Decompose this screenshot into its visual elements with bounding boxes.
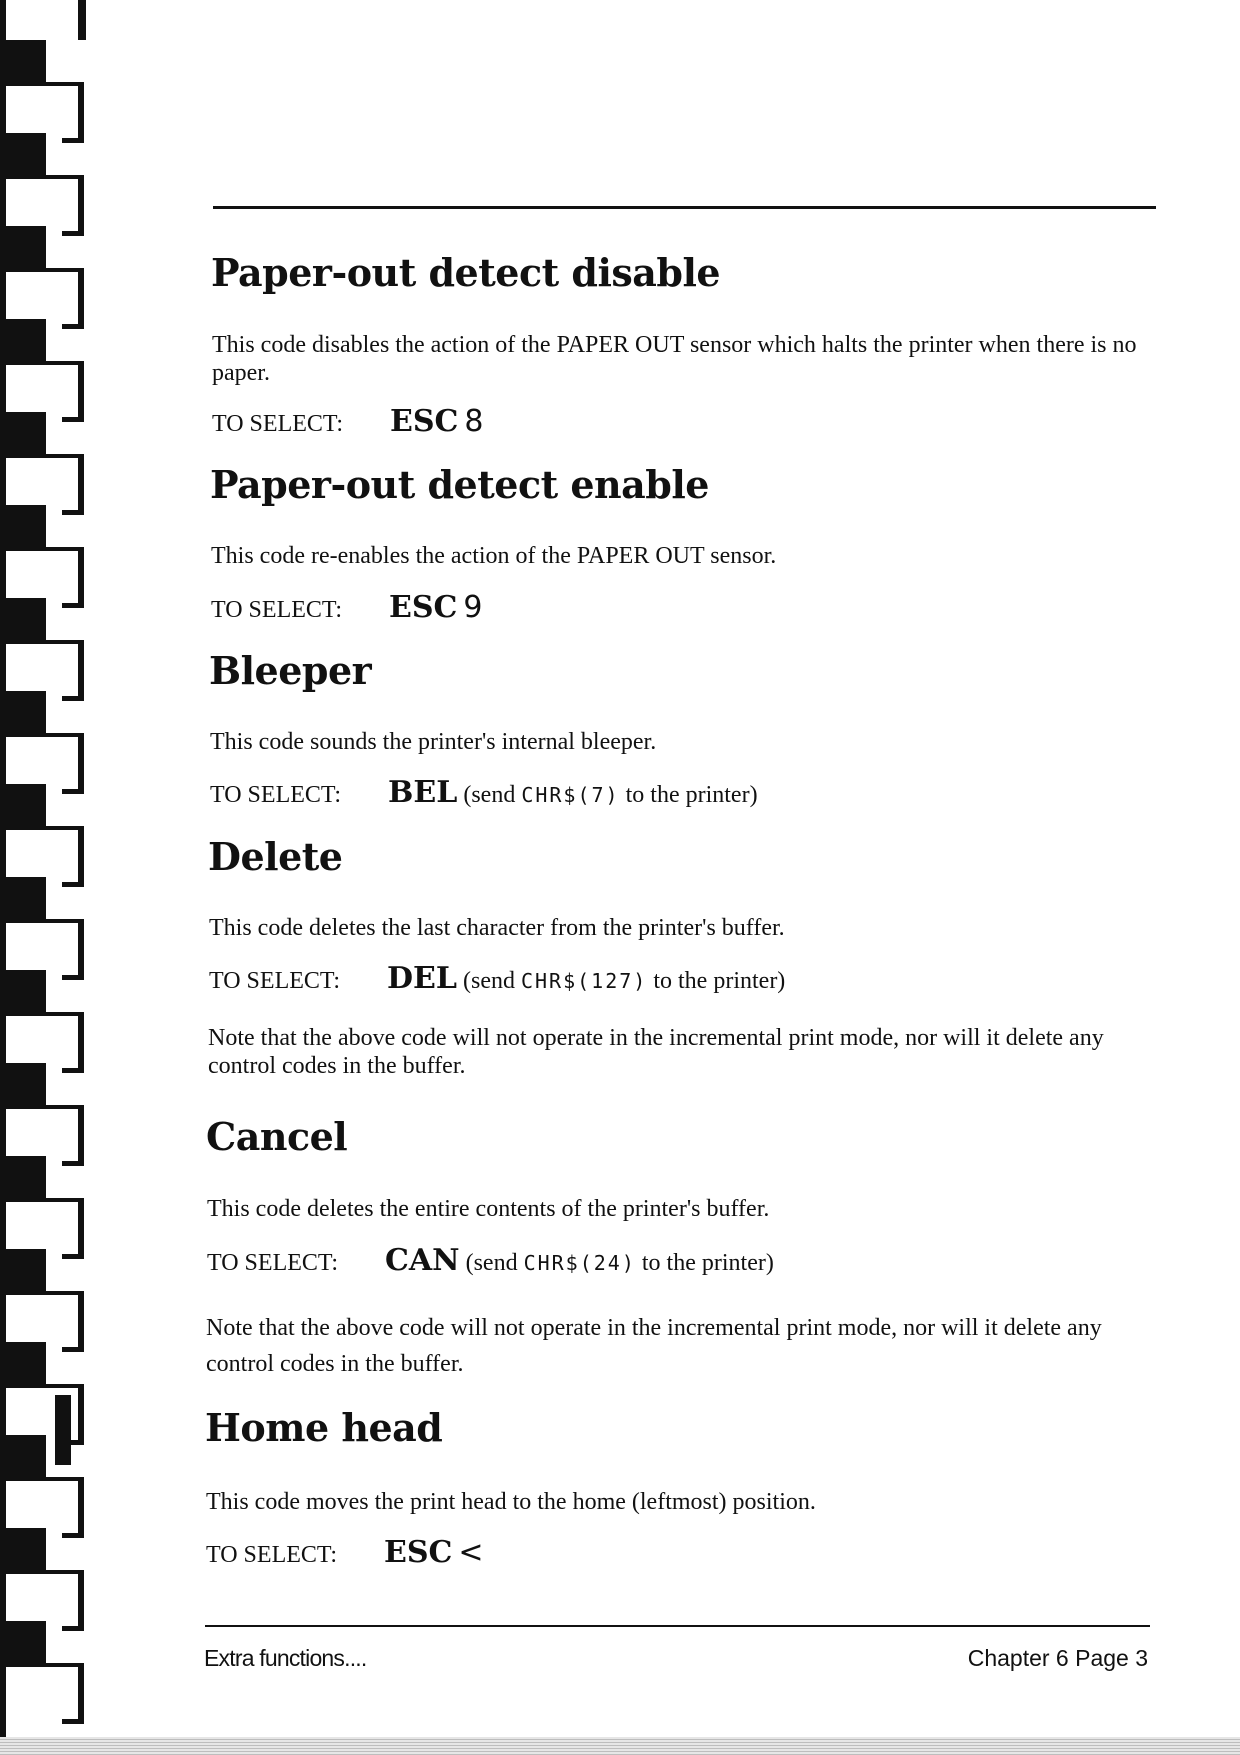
select-line-paper-out-disable xyxy=(212,406,484,440)
top-rule xyxy=(213,206,1156,209)
select-line-paper-out-enable xyxy=(211,592,483,626)
control-code: DEL xyxy=(387,961,457,996)
footer-section-name: Extra functions.... xyxy=(204,1645,367,1671)
scan-edge-band xyxy=(0,1737,1240,1755)
section-body-paper-out-disable: This code disables the action of the PAPER OUT sensor which halts the printer when there is no paper. xyxy=(212,332,1137,386)
section-title-paper-out-enable: Paper-out detect enable xyxy=(210,462,709,507)
control-code: ESC xyxy=(384,1535,453,1570)
select-prefix: TO SELECT: xyxy=(212,411,344,437)
control-code: ESC xyxy=(389,590,458,625)
footer-page-number: Chapter 6 Page 3 xyxy=(967,1645,1148,1671)
note-delete: Note that the above code will not operate in the incremental print mode, nor will it delete any control codes in the buffer. xyxy=(208,1025,1104,1079)
chr-code: CHR$(24) xyxy=(523,1251,636,1275)
select-prefix: TO SELECT: xyxy=(206,1542,338,1568)
chr-code: CHR$(127) xyxy=(520,969,648,993)
control-code-argument: 9 xyxy=(463,590,483,625)
section-body-home-head: This code moves the print head to the home (leftmost) position. xyxy=(206,1489,816,1515)
control-code-argument: < xyxy=(458,1535,484,1570)
select-line-cancel xyxy=(207,1245,774,1279)
section-title-cancel: Cancel xyxy=(206,1114,348,1159)
send-prefix: (send xyxy=(462,968,515,994)
section-body-bleeper: This code sounds the printer's internal bleeper. xyxy=(210,729,657,755)
send-suffix: to the printer) xyxy=(653,968,786,994)
section-title-delete: Delete xyxy=(208,834,343,879)
send-prefix: (send xyxy=(465,1250,518,1276)
select-prefix: TO SELECT: xyxy=(209,968,341,994)
chr-code: CHR$(7) xyxy=(521,783,620,807)
select-prefix: TO SELECT: xyxy=(211,597,343,623)
section-title-bleeper: Bleeper xyxy=(209,648,372,693)
note-cancel: Note that the above code will not operate in the incremental print mode, nor will it delete any control codes in the buffer. xyxy=(206,1315,1102,1377)
control-code: BEL xyxy=(388,775,458,810)
select-line-home-head xyxy=(206,1537,484,1571)
section-body-paper-out-enable: This code re-enables the action of the PAPER OUT sensor. xyxy=(211,543,777,569)
send-suffix: to the printer) xyxy=(641,1250,774,1276)
send-prefix: (send xyxy=(463,782,516,808)
select-prefix: TO SELECT: xyxy=(207,1250,339,1276)
control-code-argument: 8 xyxy=(464,404,484,439)
select-line-delete xyxy=(209,963,785,997)
section-body-delete: This code deletes the last character from the printer's buffer. xyxy=(209,915,785,941)
section-body-cancel: This code deletes the entire contents of the printer's buffer. xyxy=(207,1196,770,1222)
section-title-home-head: Home head xyxy=(205,1405,443,1450)
section-title-paper-out-disable: Paper-out detect disable xyxy=(211,250,721,295)
control-code: CAN xyxy=(385,1243,460,1278)
select-prefix: TO SELECT: xyxy=(210,782,342,808)
bottom-rule xyxy=(205,1625,1150,1627)
select-line-bleeper xyxy=(210,777,758,811)
control-code: ESC xyxy=(390,404,459,439)
send-suffix: to the printer) xyxy=(625,782,758,808)
